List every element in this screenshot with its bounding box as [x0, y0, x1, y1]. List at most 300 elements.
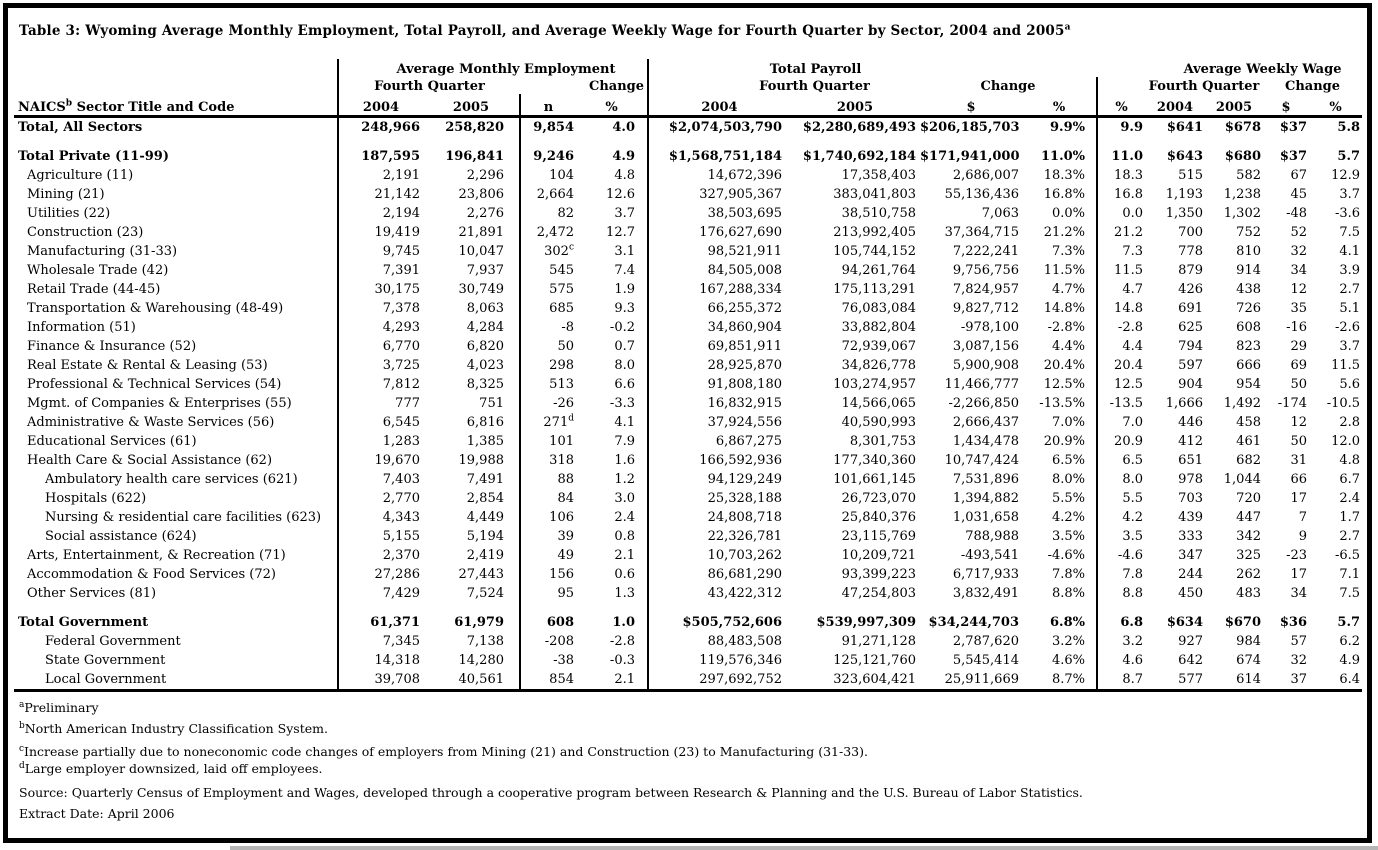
- cell: 5.6: [1339, 377, 1361, 392]
- cell: 777: [338, 394, 423, 413]
- cell: -48: [1286, 206, 1307, 221]
- cell: 446: [1178, 415, 1203, 430]
- table-title: [19, 23, 1367, 39]
- cell: 458: [1236, 415, 1261, 430]
- cell: 1,044: [1223, 472, 1261, 487]
- cell: 4.9: [1339, 653, 1361, 668]
- cell: 513: [520, 375, 576, 394]
- col-header-pay-usd: $: [920, 94, 1022, 117]
- cell: $505,752,606: [648, 613, 790, 632]
- cell: 6.7: [1339, 472, 1361, 487]
- cell: $37: [1279, 149, 1307, 164]
- cell: [1097, 603, 1145, 613]
- cell: 104: [520, 166, 576, 185]
- cell: 177,340,360: [833, 453, 916, 468]
- table-row: [14, 451, 1362, 470]
- cell: $678: [1224, 120, 1261, 135]
- cell: 23,806: [458, 187, 504, 202]
- subheader-wage-change: Change: [1284, 79, 1341, 94]
- cell: 8.0: [614, 358, 635, 373]
- cell: 8,301,753: [849, 434, 916, 449]
- cell: 4.6: [1097, 651, 1145, 670]
- cell: 2,664: [520, 185, 576, 204]
- cell: 55,136,436: [944, 187, 1019, 202]
- cell: 37,924,556: [648, 413, 790, 432]
- col-header-pay-2005: 2005: [790, 94, 920, 117]
- cell: 778: [1178, 244, 1203, 259]
- cell: $643: [1166, 149, 1203, 164]
- cell: 325: [1236, 548, 1261, 563]
- cell: 20.4%: [1043, 358, 1085, 373]
- cell: 1,302: [1223, 206, 1261, 221]
- cell: 3.7: [1339, 339, 1361, 354]
- cell: [920, 137, 1022, 147]
- cell: 57: [1290, 634, 1307, 649]
- cell: 4,023: [466, 358, 504, 373]
- cell: 3.0: [614, 491, 635, 506]
- sector-label: Professional & Technical Services (54): [27, 377, 282, 392]
- cell: -38: [520, 651, 576, 670]
- cell: 30,175: [338, 280, 423, 299]
- subheader-emp-change: Change: [588, 79, 645, 94]
- cell: 2.8: [1339, 415, 1361, 430]
- cell: 50: [1290, 377, 1307, 392]
- cell: 12.5%: [1043, 377, 1085, 392]
- cell: 167,288,334: [648, 280, 790, 299]
- sector-label: Construction (23): [27, 225, 144, 240]
- footnote-src: Source: Quarterly Census of Employment and Wages, developed through a cooperative program between Research & Planning and the U.S. Bureau of Labor Statistics.: [19, 785, 1083, 800]
- cell: 439: [1178, 510, 1203, 525]
- cell: -26: [520, 394, 576, 413]
- cell: 20.9%: [1043, 434, 1085, 449]
- cell: 8,063: [466, 301, 504, 316]
- sector-label: Total Private (11-99): [18, 149, 169, 164]
- cell: 7,531,896: [952, 472, 1019, 487]
- cell: 9,827,712: [952, 301, 1019, 316]
- cell: 94,129,249: [648, 470, 790, 489]
- cell: $670: [1224, 615, 1261, 630]
- cell: 14.8: [1097, 299, 1145, 318]
- cell: 6.4: [1339, 672, 1361, 687]
- cell: 88,483,508: [648, 632, 790, 651]
- cell: 700: [1178, 225, 1203, 240]
- subgroup-header-row: [14, 77, 1362, 94]
- footnote-mark: b: [19, 720, 25, 731]
- cell: 9.3: [614, 301, 635, 316]
- cell: 7,429: [338, 584, 423, 603]
- cell: 4.6%: [1051, 653, 1085, 668]
- cell: 33,882,804: [841, 320, 916, 335]
- cell: 810: [1236, 244, 1261, 259]
- cell: 9,756,756: [952, 263, 1019, 278]
- sector-label: Health Care & Social Assistance (62): [27, 453, 273, 468]
- table-row: [14, 632, 1362, 651]
- cell: 27,286: [338, 565, 423, 584]
- cell: 2.1: [614, 548, 635, 563]
- cell: 3,087,156: [952, 339, 1019, 354]
- cell: 4.7%: [1051, 282, 1085, 297]
- cell: 11.5%: [1043, 263, 1085, 278]
- cell: 76,083,084: [841, 301, 916, 316]
- cell: 7,222,241: [952, 244, 1019, 259]
- cell: 10,209,721: [841, 548, 916, 563]
- cell: [338, 603, 423, 613]
- header-spacer: [1097, 77, 1145, 94]
- cell: 2,770: [338, 489, 423, 508]
- cell: 3.2%: [1051, 634, 1085, 649]
- cell: 10,703,262: [648, 546, 790, 565]
- cell: 6,867,275: [648, 432, 790, 451]
- cell: 24,808,718: [648, 508, 790, 527]
- cell: 6,717,933: [952, 567, 1019, 582]
- cell: [648, 137, 790, 147]
- page-edge-strip: [230, 846, 1378, 850]
- sector-label: Other Services (81): [27, 586, 157, 601]
- cell: [1263, 603, 1309, 613]
- cell: 7.9: [614, 434, 635, 449]
- header-spacer: [1022, 59, 1097, 77]
- group-header-employment: Average Monthly Employment: [338, 59, 648, 77]
- cell: 11.5: [1097, 261, 1145, 280]
- cell: 545: [520, 261, 576, 280]
- cell: 19,419: [338, 223, 423, 242]
- cell: 7,524: [466, 586, 504, 601]
- cell: -0.2: [609, 320, 635, 335]
- cell: 14,566,065: [841, 396, 916, 411]
- cell: 3,832,491: [952, 586, 1019, 601]
- cell: 682: [1236, 453, 1261, 468]
- cell: 3.5%: [1051, 529, 1085, 544]
- cell: 582: [1236, 168, 1261, 183]
- cell: 298: [520, 356, 576, 375]
- cell: 461: [1236, 434, 1261, 449]
- cell: $1,568,751,184: [648, 147, 790, 166]
- cell: [338, 137, 423, 147]
- page-frame: [3, 3, 1372, 843]
- cell: 9.9: [1097, 117, 1145, 138]
- cell: 2,370: [338, 546, 423, 565]
- cell: 105,744,152: [833, 244, 916, 259]
- cell: [1309, 603, 1362, 613]
- cell: 7.5: [1339, 586, 1361, 601]
- cell: 8.0%: [1051, 472, 1085, 487]
- cell: 383,041,803: [833, 187, 916, 202]
- cell: 248,966: [338, 117, 423, 138]
- cell: 327,905,367: [648, 185, 790, 204]
- cell: -493,541: [960, 548, 1019, 563]
- cell: 21,142: [338, 185, 423, 204]
- sector-label: Administrative & Waste Services (56): [27, 415, 275, 430]
- col-header-emp-2004: 2004: [338, 94, 423, 117]
- cell: 608: [1236, 320, 1261, 335]
- cell: [1145, 137, 1205, 147]
- cell: 1.3: [614, 586, 635, 601]
- cell: [1022, 137, 1097, 147]
- cell: 19,670: [338, 451, 423, 470]
- cell: $37: [1279, 120, 1307, 135]
- cell: 2.7: [1339, 282, 1361, 297]
- cell: 7,138: [466, 634, 504, 649]
- cell: 854: [520, 670, 576, 691]
- cell: 3.5: [1097, 527, 1145, 546]
- cell: 119,576,346: [648, 651, 790, 670]
- cell: [1145, 603, 1205, 613]
- cell: [1205, 603, 1263, 613]
- cell: 11.0%: [1040, 149, 1085, 164]
- cell: 1.2: [614, 472, 635, 487]
- col-header-wage-usd: $: [1263, 94, 1309, 117]
- table-row: [14, 318, 1362, 337]
- cell: 703: [1178, 491, 1203, 506]
- sector-label: Retail Trade (44-45): [27, 282, 161, 297]
- cell: 17,358,403: [841, 168, 916, 183]
- footnote-c: $^c$Increase partially due to noneconomic code changes of employers from Mining (21) and Construction (23) to Manufacturing (31-33).: [19, 743, 868, 759]
- cell: [520, 137, 576, 147]
- cell: [576, 603, 648, 613]
- subheader-emp-fourth-quarter: Fourth Quarter: [338, 77, 520, 94]
- sector-label: Educational Services (61): [27, 434, 197, 449]
- cell: 18.3: [1097, 166, 1145, 185]
- cell: 6,816: [466, 415, 504, 430]
- cell: [790, 137, 920, 147]
- cell: 2.7: [1339, 529, 1361, 544]
- cell: 39: [520, 527, 576, 546]
- cell: 318: [520, 451, 576, 470]
- cell: 2.4: [614, 510, 635, 525]
- cell: 94,261,764: [841, 263, 916, 278]
- cell: 7,063: [981, 206, 1019, 221]
- cell: $34,244,703: [928, 615, 1019, 630]
- cell: -10.5: [1326, 396, 1361, 411]
- cell: 1.7: [1339, 510, 1361, 525]
- cell: 84: [520, 489, 576, 508]
- cell: 1,434,478: [952, 434, 1019, 449]
- cell: 6.2: [1339, 634, 1361, 649]
- cell: 17: [1290, 567, 1307, 582]
- cell: $2,280,689,493: [802, 120, 916, 135]
- cell: 22,326,781: [648, 527, 790, 546]
- col-header-wage-pct2: %: [1309, 94, 1362, 117]
- cell: 6.6: [614, 377, 635, 392]
- cell: 342: [1236, 529, 1261, 544]
- naics-footnote-mark: b: [65, 98, 73, 109]
- cell: 39,708: [338, 670, 423, 691]
- cell: 49: [520, 546, 576, 565]
- cell: 347: [1178, 548, 1203, 563]
- cell: 691: [1178, 301, 1203, 316]
- cell: -3.6: [1334, 206, 1361, 221]
- cell: 752: [1236, 225, 1261, 240]
- spacer-row: [14, 137, 1362, 147]
- cell: [920, 603, 1022, 613]
- spacer-row: [14, 603, 1362, 613]
- table-row: [14, 166, 1362, 185]
- cell: 1.0: [612, 615, 635, 630]
- cell: 914: [1236, 263, 1261, 278]
- cell: 61,979: [454, 615, 504, 630]
- cell: 1,666: [1165, 396, 1203, 411]
- cell: 101: [520, 432, 576, 451]
- cell: 14,672,396: [648, 166, 790, 185]
- cell: 156: [520, 565, 576, 584]
- cell: 43,422,312: [648, 584, 790, 603]
- cell: 66: [1290, 472, 1307, 487]
- cell: 2,472: [520, 223, 576, 242]
- group-header-row: [14, 59, 1362, 77]
- cell: 614: [1236, 672, 1261, 687]
- sector-label: Real Estate & Rental & Leasing (53): [27, 358, 268, 373]
- cell: 4,284: [466, 320, 504, 335]
- cell: 5.1: [1339, 301, 1361, 316]
- cell: 0.0: [1097, 204, 1145, 223]
- cell: -978,100: [960, 320, 1019, 335]
- table-row: [14, 204, 1362, 223]
- cell: 1,492: [1223, 396, 1261, 411]
- cell: 4.2: [1097, 508, 1145, 527]
- cell: 69,851,911: [648, 337, 790, 356]
- cell: 21.2: [1097, 223, 1145, 242]
- cell: 45: [1290, 187, 1307, 202]
- cell: [1097, 137, 1145, 147]
- cell: 8,325: [466, 377, 504, 392]
- table-row: [14, 147, 1362, 166]
- cell: 1,283: [338, 432, 423, 451]
- cell: 9,854: [520, 117, 576, 138]
- table-row: [14, 185, 1362, 204]
- cell: 20.4: [1097, 356, 1145, 375]
- sector-label: Mining (21): [27, 187, 105, 202]
- cell: 11,466,777: [944, 377, 1019, 392]
- cell: 4,449: [466, 510, 504, 525]
- cell: 2,854: [466, 491, 504, 506]
- cell: -6.5: [1334, 548, 1361, 563]
- cell: 0.0%: [1051, 206, 1085, 221]
- cell: 8.7: [1097, 670, 1145, 691]
- cell: 7.3%: [1051, 244, 1085, 259]
- cell: 333: [1178, 529, 1203, 544]
- cell: 12: [1290, 282, 1307, 297]
- sector-label: State Government: [45, 653, 166, 668]
- cell: 7,812: [338, 375, 423, 394]
- cell: 7,345: [338, 632, 423, 651]
- cell: 25,911,669: [944, 672, 1019, 687]
- cell: [648, 603, 790, 613]
- footnotes: [19, 700, 1367, 822]
- cell: 4.0: [612, 120, 635, 135]
- cell: 12: [1290, 415, 1307, 430]
- cell: 187,595: [338, 147, 423, 166]
- cell: 8.7%: [1051, 672, 1085, 687]
- table-title-footnote-mark: a: [1064, 22, 1071, 33]
- header-spacer: [1097, 59, 1145, 77]
- cell: 6.8%: [1050, 615, 1085, 630]
- cell: [1263, 137, 1309, 147]
- cell: 0.6: [614, 567, 635, 582]
- table-row: [14, 508, 1362, 527]
- cell: 1,193: [1165, 187, 1203, 202]
- cell: $36: [1279, 615, 1307, 630]
- cell: 14,280: [458, 653, 504, 668]
- cell: 66,255,372: [648, 299, 790, 318]
- cell: 25,328,188: [648, 489, 790, 508]
- cell: -2.8: [1097, 318, 1145, 337]
- col-header-pay-pct: %: [1022, 94, 1097, 117]
- cell: 685: [520, 299, 576, 318]
- cell: 447: [1236, 510, 1261, 525]
- cell: 262: [1236, 567, 1261, 582]
- cell: 4.8: [614, 168, 635, 183]
- sector-label: Utilities (22): [27, 206, 111, 221]
- cell: 91,271,128: [841, 634, 916, 649]
- cell: [1022, 603, 1097, 613]
- cell: -2.6: [1334, 320, 1361, 335]
- cell: -8: [520, 318, 576, 337]
- cell: 95: [520, 584, 576, 603]
- cell: -208: [520, 632, 576, 651]
- table-row: [14, 670, 1362, 691]
- cell: 37,364,715: [944, 225, 1019, 240]
- cell-footnote-mark: d: [568, 413, 574, 424]
- table-row: [14, 565, 1362, 584]
- cell: 69: [1290, 358, 1307, 373]
- cell: 5.5%: [1051, 491, 1085, 506]
- cell: 9: [1298, 529, 1307, 544]
- cell: 794: [1178, 339, 1203, 354]
- sector-label: Manufacturing (31-33): [27, 244, 178, 259]
- cell: 1,385: [466, 434, 504, 449]
- cell: 6.5%: [1051, 453, 1085, 468]
- cell: 40,590,993: [841, 415, 916, 430]
- cell: 7,937: [466, 263, 504, 278]
- cell: 6,545: [338, 413, 423, 432]
- cell: [1309, 137, 1362, 147]
- cell: -174: [1277, 396, 1307, 411]
- cell: 106: [520, 508, 576, 527]
- cell: 67: [1290, 168, 1307, 183]
- sector-label: [14, 603, 338, 613]
- cell: 32: [1290, 244, 1307, 259]
- cell: 7.4: [614, 263, 635, 278]
- group-header-wage: Average Weekly Wage: [1183, 62, 1342, 77]
- cell: 93,399,223: [841, 567, 916, 582]
- cell: 726: [1236, 301, 1261, 316]
- cell: 3.7: [614, 206, 635, 221]
- cell: 16.8%: [1043, 187, 1085, 202]
- cell: -13.5%: [1039, 396, 1085, 411]
- cell: 9,745: [338, 242, 423, 261]
- table-row: [14, 375, 1362, 394]
- cell: 879: [1178, 263, 1203, 278]
- sector-label: Transportation & Warehousing (48-49): [27, 301, 284, 316]
- cell: 642: [1178, 653, 1203, 668]
- cell: 31: [1290, 453, 1307, 468]
- cell: [790, 603, 920, 613]
- cell: -3.3: [609, 396, 635, 411]
- table-title-text: Table 3: Wyoming Average Monthly Employment, Total Payroll, and Average Weekly Wage for Fourth Quarter by Sector, 2004 and 2005: [19, 23, 1065, 39]
- cell: -2,266,850: [948, 396, 1019, 411]
- table-row: [14, 432, 1362, 451]
- cell: 196,841: [445, 149, 504, 164]
- cell: 88: [520, 470, 576, 489]
- cell: 7,824,957: [952, 282, 1019, 297]
- cell: $539,997,309: [816, 615, 916, 630]
- cell: 7,491: [466, 472, 504, 487]
- cell: 7.3: [1097, 242, 1145, 261]
- cell: 8.8: [1097, 584, 1145, 603]
- cell: 4,293: [338, 318, 423, 337]
- table-row: [14, 546, 1362, 565]
- cell: -4.6: [1097, 546, 1145, 565]
